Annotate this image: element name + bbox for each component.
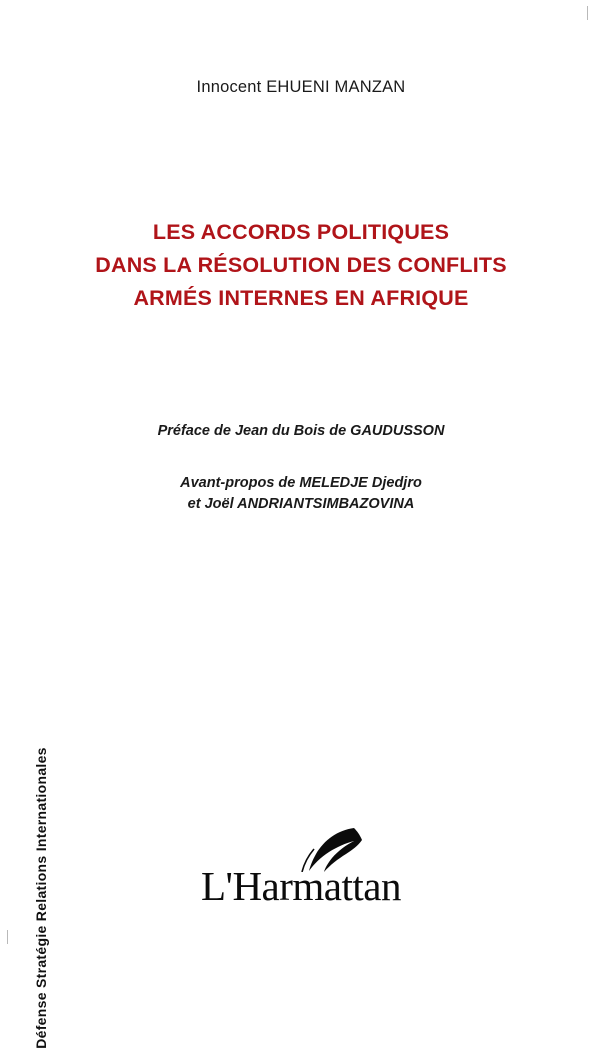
title-line-3: ARMÉS INTERNES EN AFRIQUE [133, 286, 469, 310]
publisher-name: L'Harmattan [201, 863, 401, 909]
title-line-2: DANS LA RÉSOLUTION DES CONFLITS [95, 253, 507, 277]
foreword-line-2: et Joël ANDRIANTSIMBAZOVINA [187, 496, 415, 512]
crop-mark-top-right [587, 6, 588, 20]
crop-mark-bottom-left [7, 930, 8, 944]
publisher-logo [0, 824, 602, 910]
title-line-1: LES ACCORDS POLITIQUES [152, 220, 450, 244]
foreword-credit [0, 473, 602, 515]
preface-credit: Préface de Jean du Bois de GAUDUSSON [157, 423, 445, 439]
author-name: Innocent EHUENI MANZAN [196, 78, 406, 96]
collection-name: Défense Stratégie Relations Internationales [33, 747, 50, 1049]
foreword-line-1: Avant-propos de MELEDJE Djedjro [180, 475, 422, 491]
book-title [0, 216, 602, 315]
